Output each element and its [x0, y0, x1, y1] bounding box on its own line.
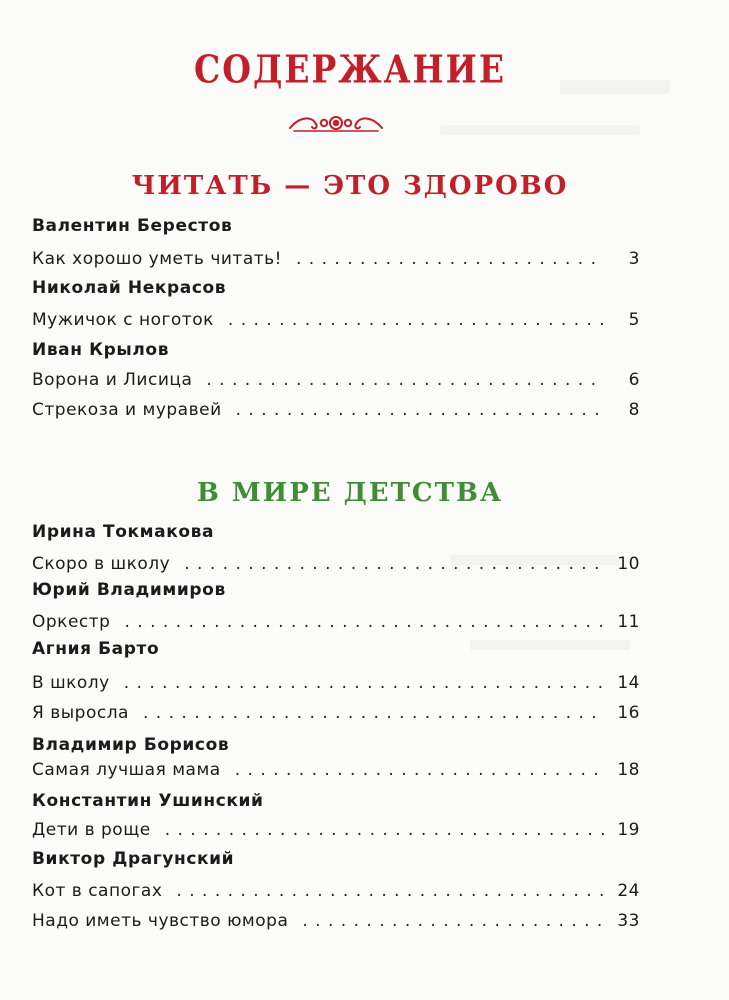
work-title: Дети в роще: [32, 820, 151, 840]
dot-leader: [228, 310, 604, 330]
dot-leader: [296, 249, 604, 269]
toc-entry: [32, 911, 640, 935]
toc-entry: [32, 820, 640, 844]
dot-leader: [302, 911, 604, 931]
toc-entry: [32, 881, 640, 905]
work-title: Мужичок с ноготок: [32, 310, 214, 330]
author-name: Константин Ушинский: [32, 791, 264, 811]
page-number: 3: [628, 249, 640, 269]
toc-entry: [32, 249, 640, 273]
author-name: Виктор Драгунский: [32, 849, 235, 869]
work-title: В школу: [32, 673, 110, 693]
dot-leader: [165, 820, 604, 840]
toc-entry: [32, 554, 640, 578]
author-name: Ирина Токмакова: [32, 522, 215, 542]
page-number: 8: [628, 400, 640, 420]
dot-leader: [143, 703, 604, 723]
scroll-ornament-icon: [286, 112, 386, 134]
page-number: 33: [617, 911, 640, 931]
page-number: 14: [617, 673, 640, 693]
dot-leader: [236, 400, 604, 420]
page-number: 5: [628, 310, 640, 330]
page-number: 18: [617, 760, 640, 780]
bleed-through-mark: [470, 640, 630, 650]
work-title: Надо иметь чувство юмора: [32, 911, 289, 931]
work-title: Стрекоза и муравей: [32, 400, 222, 420]
page-number: 6: [628, 370, 640, 390]
work-title: Оркестр: [32, 612, 111, 632]
work-title: Ворона и Лисица: [32, 370, 193, 390]
dot-leader: [235, 760, 604, 780]
toc-entry: [32, 612, 640, 636]
author-name: Николай Некрасов: [32, 278, 227, 298]
author-name: Иван Крылов: [32, 340, 170, 360]
dot-leader: [206, 370, 604, 390]
page-number: 11: [617, 612, 640, 632]
work-title: Самая лучшая мама: [32, 760, 221, 780]
dot-leader: [184, 554, 604, 574]
section-heading: ЧИТАТЬ — ЭТО ЗДОРОВО: [131, 171, 569, 201]
work-title: Я выросла: [32, 703, 129, 723]
toc-entry: [32, 703, 640, 727]
work-title: Скоро в школу: [32, 554, 171, 574]
author-name: Агния Барто: [32, 639, 160, 659]
work-title: Кот в сапогах: [32, 881, 163, 901]
work-title: Как хорошо уметь читать!: [32, 249, 282, 269]
bleed-through-mark: [440, 125, 640, 135]
page-number: 19: [617, 820, 640, 840]
dot-leader: [124, 612, 604, 632]
toc-entry: [32, 310, 640, 334]
author-name: Юрий Владимиров: [32, 580, 226, 600]
toc-entry: [32, 370, 640, 394]
page-number: 10: [617, 554, 640, 574]
dot-leader: [124, 673, 604, 693]
page-title: СОДЕРЖАНИЕ: [193, 47, 506, 92]
dot-leader: [176, 881, 604, 901]
toc-entry: [32, 673, 640, 697]
page-number: 24: [617, 881, 640, 901]
author-name: Владимир Борисов: [32, 735, 230, 755]
author-name: Валентин Берестов: [32, 216, 233, 236]
toc-entry: [32, 760, 640, 784]
toc-entry: [32, 400, 640, 424]
page-number: 16: [617, 703, 640, 723]
section-heading: В МИРЕ ДЕТСТВА: [196, 478, 504, 508]
